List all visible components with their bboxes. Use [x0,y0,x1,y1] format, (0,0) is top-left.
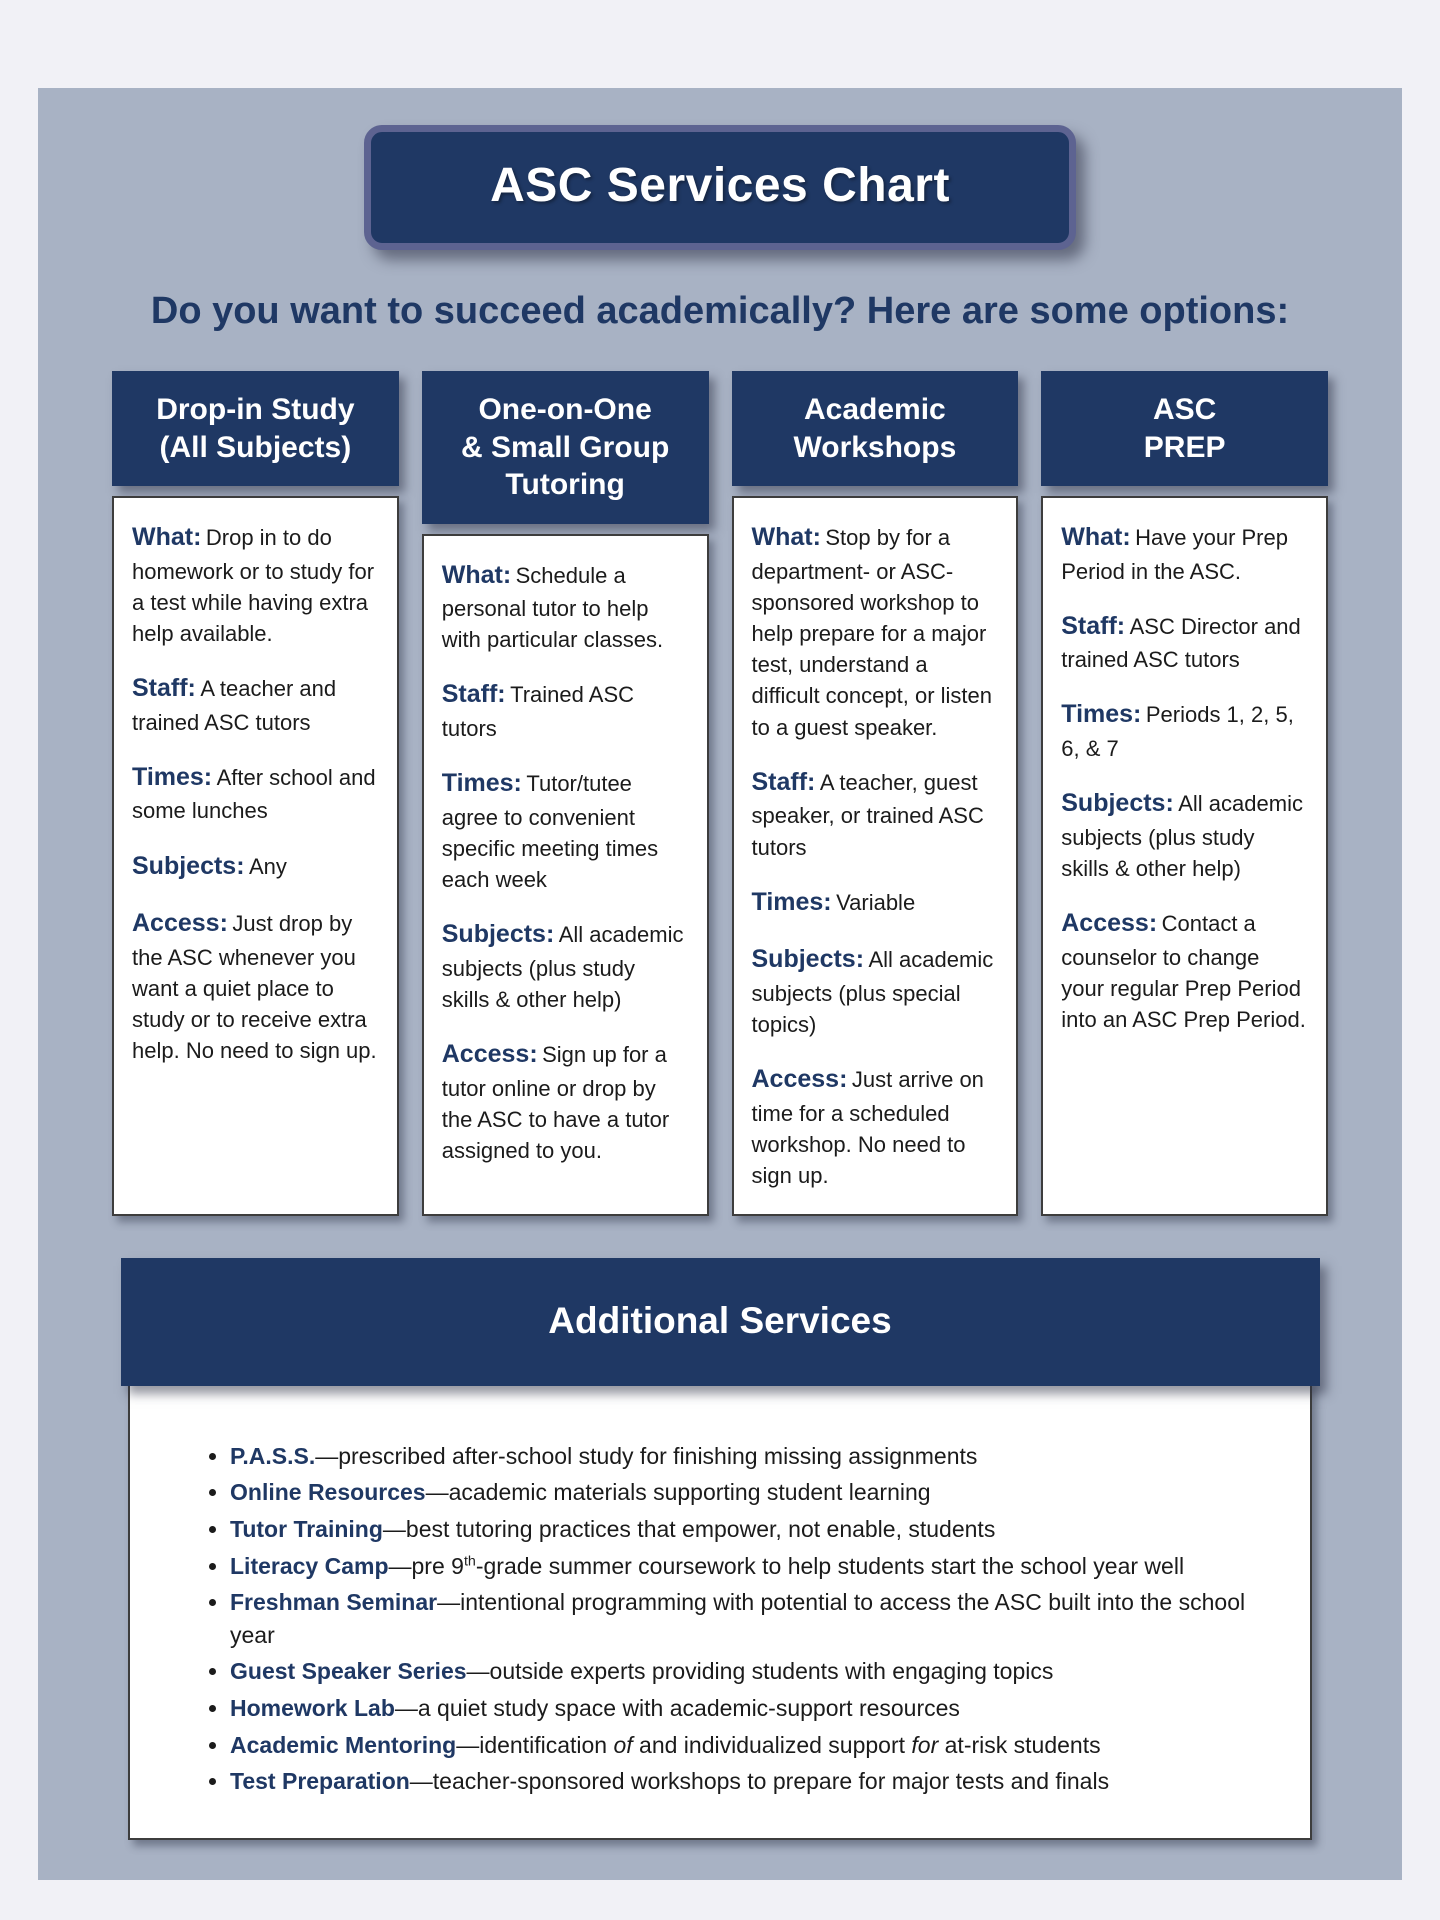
page-title: ASC Services Chart [490,159,950,212]
list-item-segment-plain: at-risk students [938,1731,1101,1758]
field-label: What: [441,560,512,589]
service-column-workshops [732,371,1019,1216]
field-row [442,917,689,1015]
service-column-tutoring [422,371,709,1216]
field-text: Contact a counselor to change your regular Prep Period into an ASC Prep Period. [1061,911,1306,1033]
list-item [230,1586,1270,1651]
field-text: A teacher, guest speaker, or trained ASC tutors [751,769,984,860]
field-text: Drop in to do homework or to study for a test while having extra help available. [132,525,375,646]
list-item [230,1692,1270,1725]
field-row [752,765,999,863]
list-item-segment-plain: -grade summer coursework to help students start the school year well [475,1552,1185,1579]
field-label: Staff: [441,680,506,709]
list-item-segment-plain: —identification [456,1731,614,1758]
field-text: Periods 1, 2, 5, 6, & 7 [1061,702,1294,761]
list-item [230,1729,1270,1762]
list-item-segment-plain: —a quiet study space with academic-support resources [394,1695,960,1722]
list-item-segment-term: Online Resources [230,1479,426,1506]
service-column-asc-prep [1041,371,1328,1216]
column-header [732,371,1019,486]
field-label: Times: [1061,700,1142,729]
column-header [112,371,399,486]
list-item-segment-term: Academic Mentoring [230,1731,457,1758]
field-text: A teacher and trained ASC tutors [132,676,337,735]
field-row [752,1062,999,1191]
field-label: What: [132,523,202,551]
list-item-segment-sup: th [463,1552,476,1569]
field-label: Subjects: [132,851,245,880]
list-item-segment-term: Literacy Camp [230,1552,389,1579]
header-line: Workshops [793,430,957,464]
header-line: Academic [804,393,946,426]
list-item-segment-term: Freshman Seminar [230,1589,438,1616]
list-item-segment-plain: —academic materials supporting student learning [425,1479,931,1506]
field-row [752,520,999,743]
additional-services-list [130,1440,1270,1799]
field-label: Times: [441,769,522,798]
list-item-segment-term: Tutor Training [230,1515,383,1542]
column-header [422,371,709,524]
list-item [230,1440,1270,1473]
content-panel [38,88,1402,1880]
field-row [442,766,689,895]
field-text: ASC Director and trained ASC tutors [1061,613,1301,673]
header-line: & Small Group [460,430,670,464]
list-item [230,1655,1270,1688]
field-text: Tutor/tutee agree to convenient specific meeting times each week [441,771,659,893]
column-body [1041,496,1328,1216]
field-text: All academic subjects (plus study skills & other help) [441,922,684,1013]
header-line: One-on-One [478,393,652,426]
field-row [132,671,379,738]
field-label: Times: [751,887,832,916]
field-row [132,906,379,1066]
header-line: PREP [1143,430,1226,464]
field-row [1061,786,1308,884]
column-body [112,496,399,1216]
header-line: (All Subjects) [159,430,352,464]
list-item-segment-plain: —teacher-sponsored workshops to prepare for major tests and finals [409,1768,1110,1795]
list-item [230,1476,1270,1509]
header-line: ASC [1152,393,1217,426]
list-item-segment-italic: for [911,1731,939,1758]
field-text: Sign up for a tutor online or drop by the ASC to have a tutor assigned to you. [441,1042,670,1164]
list-item-segment-plain: —pre 9 [388,1552,464,1579]
field-text: Variable [836,889,916,915]
field-text: After school and some lunches [132,764,376,824]
column-body [422,534,709,1216]
field-text: All academic subjects (plus study skills & other help) [1061,791,1303,881]
field-row [442,677,689,744]
header-line: Tutoring [505,468,625,501]
additional-services-header: Additional Services [121,1258,1320,1386]
field-label: Subjects: [1061,789,1174,818]
field-label: Access: [132,909,228,938]
field-label: Access: [751,1065,848,1094]
list-item [230,1513,1270,1546]
column-header [1041,371,1328,486]
additional-services-section [38,1258,1402,1841]
field-label: Staff: [1061,611,1126,640]
field-label: Times: [132,762,213,791]
field-row [752,885,999,921]
field-row [132,849,379,885]
service-column-drop-in-study [112,371,399,1216]
list-item-segment-plain: —intentional programming with potential to access the ASC built into the school year [230,1589,1246,1648]
list-item-segment-term: Test Preparation [230,1768,410,1795]
field-label: Access: [441,1040,538,1069]
field-label: Subjects: [441,920,555,949]
field-label: What: [751,523,821,551]
list-item-segment-plain: —best tutoring practices that empower, not enable, students [382,1515,996,1542]
field-row [132,760,379,827]
list-item-segment-term: Homework Lab [230,1695,395,1722]
field-text: Schedule a personal tutor to help with particular classes. [441,562,664,653]
field-text: Just drop by the ASC whenever you want a quiet place to study or to receive extra help. No need to sign up. [132,911,377,1064]
field-text: Just arrive on time for a scheduled workshop. No need to sign up. [751,1067,984,1189]
field-row [1061,906,1308,1035]
field-label: Subjects: [751,945,865,974]
list-item [230,1765,1270,1798]
services-columns-section [38,371,1402,1216]
field-label: Staff: [132,674,196,703]
field-label: Staff: [751,767,816,796]
field-text: Any [248,853,287,879]
field-text: Have your Prep Period in the ASC. [1061,525,1288,584]
field-row [442,1037,689,1166]
field-label: What: [1061,523,1131,551]
list-item-segment-term: P.A.S.S. [230,1442,316,1469]
field-row [1061,697,1308,764]
list-item-segment-term: Guest Speaker Series [230,1658,467,1685]
field-row [132,520,379,649]
field-text: Trained ASC tutors [441,682,635,741]
field-row [442,558,689,656]
field-row [752,942,999,1040]
field-text: Stop by for a department- or ASC-sponsored workshop to help prepare for a major test, understand a difficult concept, or listen to a guest speaker. [751,525,992,740]
title-banner [364,125,1076,250]
field-row [1061,520,1308,587]
additional-services-box [128,1378,1312,1841]
list-item-segment-italic: of [613,1731,633,1758]
intro-heading: Do you want to succeed academically? Here are some options: [150,290,1290,332]
column-body [732,496,1019,1216]
list-item-segment-plain: —outside experts providing students with engaging topics [466,1658,1054,1685]
list-item [230,1550,1270,1583]
list-item-segment-plain: and individualized support [632,1731,912,1758]
list-item-segment-plain: —prescribed after-school study for finishing missing assignments [315,1442,978,1469]
header-line: Drop-in Study [156,393,355,426]
field-label: Access: [1061,909,1158,938]
field-row [1061,609,1308,676]
field-text: All academic subjects (plus special topics) [751,947,994,1038]
